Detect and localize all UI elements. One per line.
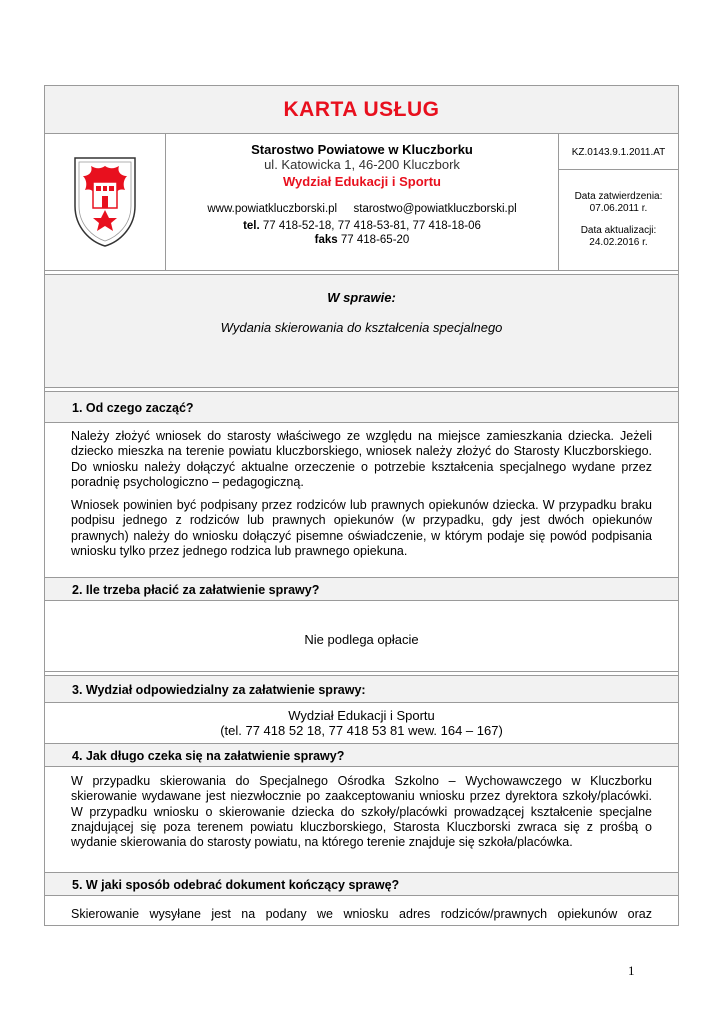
page-number: 1 (628, 963, 635, 978)
email-link[interactable]: starostwo@powiatkluczborski.pl (353, 202, 517, 215)
approval-date: 07.06.2011 r. (589, 203, 648, 214)
fax-label: faks (314, 233, 338, 246)
doc-code-cell (559, 134, 678, 169)
section-heading: 4. Jak długo czeka się na załatwienie sprawy? (72, 749, 345, 763)
section-3-body (45, 708, 678, 739)
update-date: 24.02.2016 r. (589, 237, 648, 248)
page-title: KARTA USŁUG (283, 98, 440, 121)
fee-text: Nie podlega opłacie (304, 632, 419, 647)
approval-label: Data zatwierdzenia: (574, 191, 663, 202)
department-line: Wydział Edukacji i Sportu (288, 708, 435, 723)
section-heading: 2. Ile trzeba płacić za załatwienie sprawy? (72, 583, 320, 597)
dates-cell (559, 170, 678, 270)
tel-value: 77 418-52-18, 77 418-53-81, 77 418-18-06 (262, 219, 481, 232)
office-name: Starostwo Powiatowe w Kluczborku (251, 142, 473, 157)
section-1-header (45, 392, 678, 422)
department-name: Wydział Edukacji i Sportu (283, 173, 441, 189)
title-band (45, 86, 678, 133)
tel-label: tel. (243, 219, 260, 232)
paragraph: Wniosek powinien być podpisany przez rodziców lub prawnych opiekunów dziecka. W przypadku braku podpisu jednego z rodziców lub prawnych opiekunów (w przypadku, gdy jest dwóch opiekunów prawnych) należy do wniosku dołączyć pisemne oświadczenie, w którym podaje się powód podpisania wniosku tylko przez jednego rodzica lub prawnego opiekuna. (71, 498, 652, 559)
paragraph: W przypadku skierowania do Specjalnego Ośrodka Szkolno – Wychowawczego w Kluczborku skierowanie wydawane jest niezwłocznie po zaakceptowaniu wniosku przez dyrektora szkoły/placówki. W przypadku wniosku o skierowanie dziecka do szkoły/placówki prowadzącej kształcenie specjalne znajdującej się poza terenem powiatu kluczborskiego, Starosta Kluczborski zwraca się z prośbą o wydanie skierowania do starosty powiatu, na którego terenie znajduje się szkoła/placówka. (71, 774, 652, 850)
section-2-header (45, 578, 678, 600)
section-5-body (71, 907, 652, 922)
website-link[interactable]: www.powiatkluczborski.pl (207, 202, 338, 215)
paragraph: Należy złożyć wniosek do starosty właściwego ze względu na miejsce zamieszkania dziecka. Jeżeli dziecko mieszka na terenie powiatu kluczborskiego, wniosek należy złożyć do Starosty Kluczborskiego. Do wniosku należy dołączyć aktualne orzeczenie o potrzebie kształcenia specjalnego wydane przez poradnię psychologiczno – pedagogiczną. (71, 429, 652, 489)
section-4-header (45, 744, 678, 766)
section-heading: 1. Od czego zacząć? (72, 401, 194, 415)
subject-label: W sprawie: (327, 290, 396, 305)
subject-text: Wydania skierowania do kształcenia specjalnego (220, 320, 503, 336)
section-1-body (71, 429, 652, 559)
subject-block (45, 275, 678, 387)
service-card (44, 85, 679, 926)
phone-line: (tel. 77 418 52 18, 77 418 53 81 wew. 164 – 167) (220, 723, 503, 739)
section-3-header (45, 676, 678, 702)
update-label: Data aktualizacji: (580, 225, 657, 236)
office-address: ul. Katowicka 1, 46-200 Kluczbork (264, 157, 460, 173)
section-2-body (45, 632, 678, 647)
doc-code: KZ.0143.9.1.2011.AT (571, 147, 666, 158)
logo-cell (45, 134, 165, 270)
coat-of-arms-icon (73, 156, 137, 248)
section-heading: 3. Wydział odpowiedzialny za załatwienie sprawy: (72, 683, 366, 697)
office-info-cell (166, 134, 558, 270)
paragraph: Skierowanie wysyłane jest na podany we wniosku adres rodziców/prawnych opiekunów oraz (71, 907, 652, 921)
section-5-header (45, 873, 678, 895)
section-4-body (71, 774, 652, 850)
section-heading: 5. W jaki sposób odebrać dokument kończący sprawę? (72, 878, 400, 892)
fax-value: 77 418-65-20 (340, 233, 410, 246)
